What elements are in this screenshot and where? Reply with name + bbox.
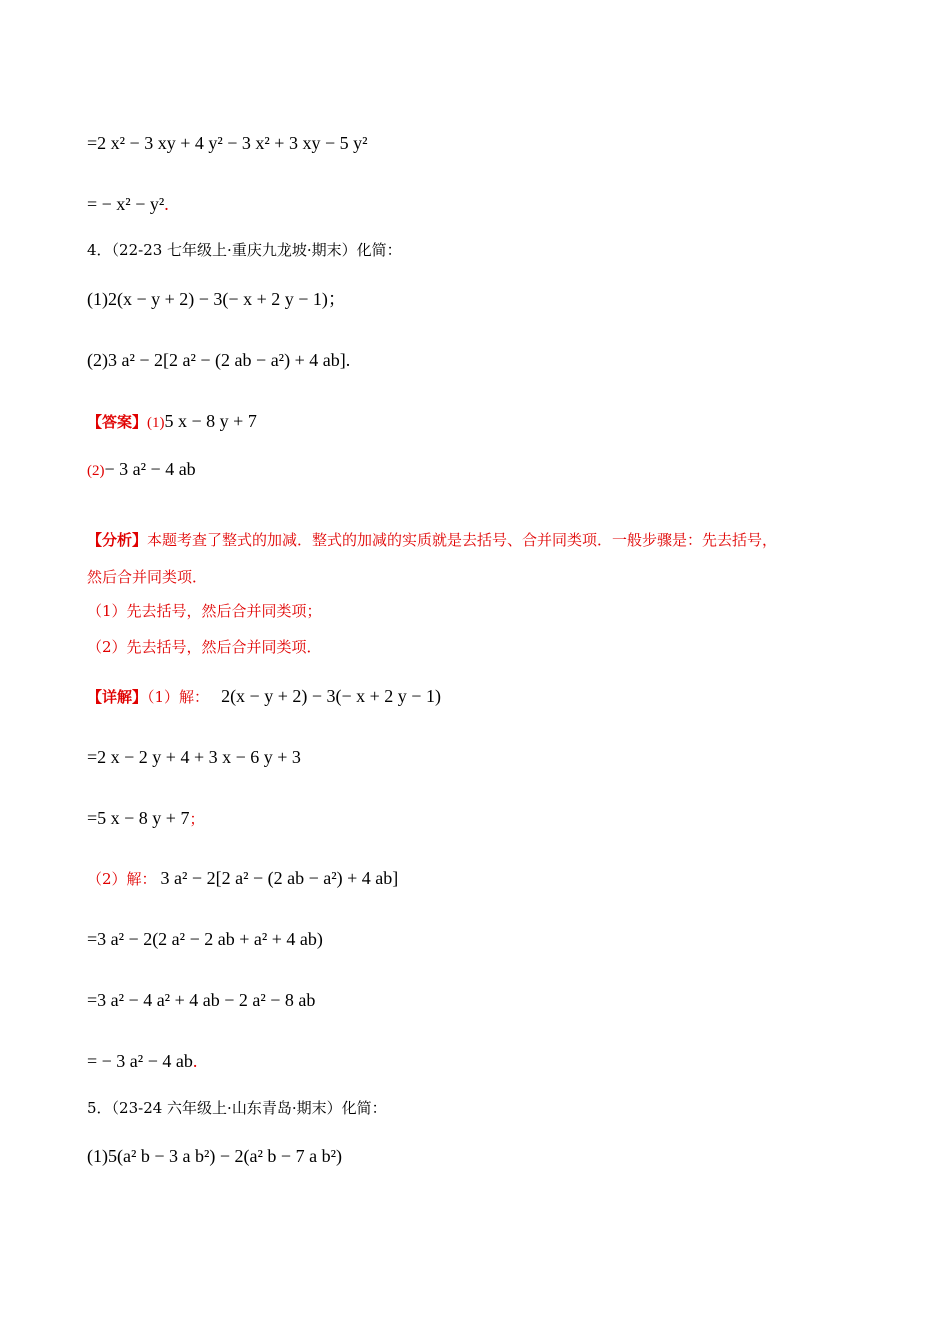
math-expression: =5 x − 8 y + 7	[87, 808, 190, 828]
detail-1-expression: 2(x − y + 2) − 3(− x + 2 y − 1)	[221, 686, 441, 706]
question-5-part-1: (1)5(a² b − 3 a b²) − 2(a² b − 7 a b²)	[87, 1146, 342, 1166]
detail-1-prefix: （1）解：	[147, 688, 210, 706]
question-4-part-1: (1)2(x − y + 2) − 3(− x + 2 y − 1)；	[87, 289, 346, 309]
solution-line	[87, 194, 169, 214]
answer-line-1	[87, 411, 257, 433]
analysis-text: 本题考查了整式的加减．整式的加减的实质就是去括号、合并同类项．一般步骤是：先去括号，	[147, 531, 778, 549]
answer-2-prefix: (2)	[87, 463, 105, 479]
analysis-text-2: 然后合并同类项．	[87, 568, 208, 586]
question-5-title: 5．（23-24 六年级上·山东青岛·期末）化简：	[87, 1099, 387, 1117]
solution-line	[87, 808, 204, 830]
answer-2: − 3 a² − 4 ab	[104, 459, 196, 479]
analysis-step-2: （2）先去括号，然后合并同类项．	[87, 638, 322, 656]
solution-line: =2 x² − 3 xy + 4 y² − 3 x² + 3 xy − 5 y²	[87, 133, 368, 153]
answer-1: 5 x − 8 y + 7	[164, 411, 257, 431]
end-mark: .	[192, 1051, 198, 1071]
detail-2-expression: 3 a² − 2[2 a² − (2 ab − a²) + 4 ab]	[160, 868, 399, 888]
detail-line-1	[87, 686, 441, 707]
detail-2-prefix: （2）解：	[87, 870, 157, 888]
end-mark: .	[164, 194, 169, 214]
analysis-label: 【分析】	[87, 531, 148, 549]
detail-label: 【详解】	[87, 688, 148, 706]
answer-line-2	[87, 459, 196, 481]
solution-line: =2 x − 2 y + 4 + 3 x − 6 y + 3	[87, 747, 301, 767]
detail-line-2	[87, 868, 398, 889]
answer-1-prefix: (1)	[147, 415, 165, 431]
answer-label: 【答案】	[87, 415, 148, 431]
solution-line: =3 a² − 4 a² + 4 ab − 2 a² − 8 ab	[87, 990, 316, 1010]
analysis-step-1: （1）先去括号，然后合并同类项；	[87, 602, 322, 620]
solution-line	[87, 1051, 197, 1071]
question-4-title: 4．（22-23 七年级上·重庆九龙坡·期末）化简：	[87, 241, 402, 259]
solution-line: =3 a² − 2(2 a² − 2 ab + a² + 4 ab)	[87, 929, 323, 949]
end-mark: ；	[189, 812, 205, 828]
question-4-part-2: (2)3 a² − 2[2 a² − (2 ab − a²) + 4 ab].	[87, 350, 351, 370]
analysis-line	[87, 530, 777, 550]
math-expression: = − x² − y²	[87, 194, 165, 214]
math-expression: = − 3 a² − 4 ab	[87, 1051, 193, 1071]
